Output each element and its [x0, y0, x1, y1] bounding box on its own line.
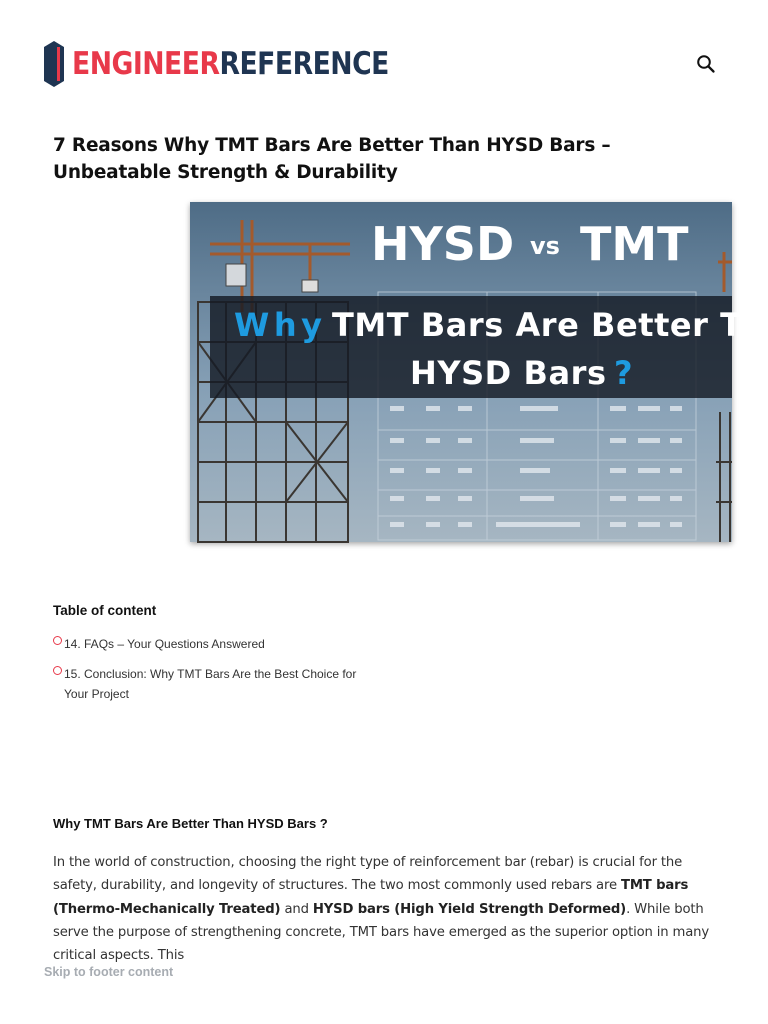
para-bold-tmt: TMT bars (Thermo-Mechanically Treated) [53, 878, 689, 917]
section-heading: Why TMT Bars Are Better Than HYSD Bars ? [53, 816, 328, 831]
logo-text-engineer: ENGINEER [72, 46, 220, 82]
bullet-icon [53, 666, 62, 675]
svg-text:Why [234, 306, 322, 344]
svg-text:TMT [580, 217, 689, 271]
logo-text-reference: REFERENCE [219, 46, 389, 82]
svg-text:? [614, 354, 633, 392]
toc-item-conclusion[interactable] [53, 664, 383, 704]
hero-image [190, 202, 742, 542]
toc-heading: Table of content [53, 603, 157, 618]
logo-wordmark [72, 46, 389, 82]
logo-mark-icon [44, 41, 64, 87]
bullet-icon [53, 636, 62, 645]
svg-text:HYSD Bars [410, 354, 606, 392]
svg-text:vs [530, 232, 560, 260]
hero-line3: HYSD Bars [410, 354, 606, 392]
svg-text:TMT Bars Are Better T [332, 306, 742, 344]
para-text-3: . While both serve the purpose of strengthening concrete, TMT bars have emerged as the superior option in many critical aspects. This [53, 901, 710, 964]
hero-hysd: HYSD [371, 217, 515, 271]
hero-question: ? [614, 354, 633, 392]
hero-vs: vs [530, 232, 560, 260]
hero-tmt: TMT [580, 217, 689, 271]
para-text-2: and [280, 901, 313, 917]
search-icon [694, 52, 718, 76]
toc-item-label: 14. FAQs – Your Questions Answered [64, 637, 265, 651]
para-bold-hysd: HYSD bars (High Yield Strength Deformed) [312, 901, 627, 917]
toc-item-faqs[interactable] [53, 634, 383, 654]
hero-why: Why [234, 306, 322, 344]
intro-paragraph [53, 851, 725, 967]
skip-to-footer-link[interactable]: Skip to footer content [44, 965, 174, 979]
page-title: 7 Reasons Why TMT Bars Are Better Than HYSD Bars – Unbeatable Strength & Durability [53, 135, 611, 183]
hero-line2: TMT Bars Are Better T [332, 306, 742, 344]
search-button[interactable] [694, 52, 718, 76]
para-text-1: In the world of construction, choosing the right type of reinforcement bar (rebar) is crucial for the safety, durability, and longevity of structures. The two most commonly used rebars are [53, 855, 683, 894]
site-logo[interactable] [44, 40, 440, 88]
svg-text:HYSD [371, 217, 514, 271]
toc-item-label: 15. Conclusion: Why TMT Bars Are the Best Choice for Your Project [64, 667, 357, 701]
